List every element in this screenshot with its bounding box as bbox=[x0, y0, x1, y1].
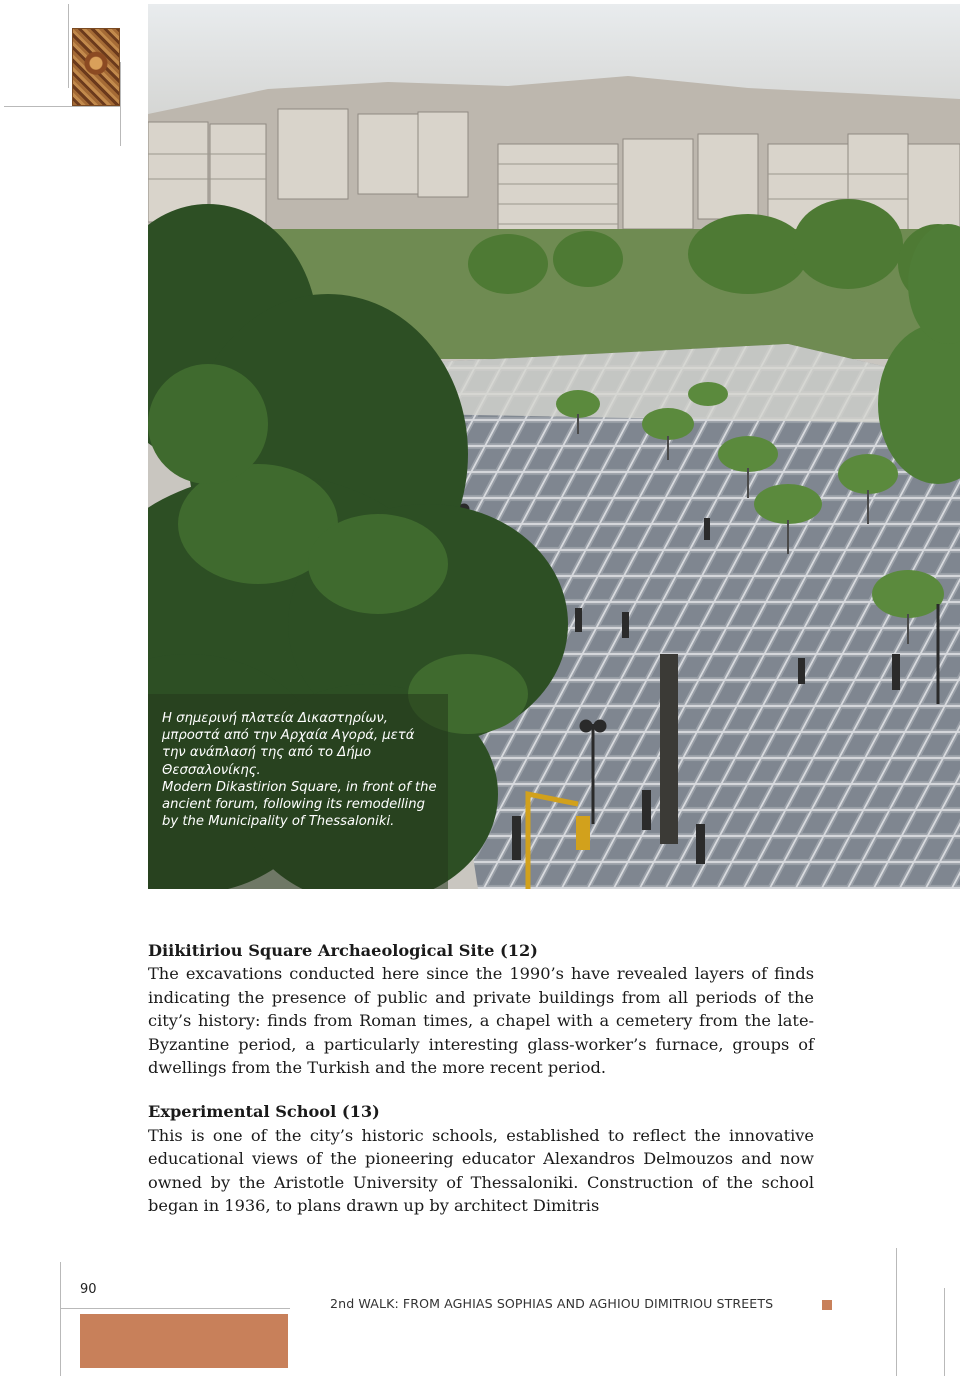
crop-line bbox=[120, 62, 121, 146]
photo-caption-greek: Η σημερινή πλατεία Δικαστηρίων, μπροστά από την Αρχαία Αγορά, μετά την ανάπλασή της από το Δήμο Θεσσαλονίκης. bbox=[162, 711, 415, 778]
section-experimental-school bbox=[148, 1100, 814, 1217]
footer-color-block bbox=[80, 1314, 288, 1368]
section-title: Diikitiriou Square Archaeological Site (12) bbox=[148, 941, 538, 960]
photo-caption-english: Modern Dikastirion Square, in front of the ancient forum, following its remodelling by the Municipality of Thessaloniki. bbox=[162, 779, 437, 830]
crop-line bbox=[60, 1308, 290, 1309]
crop-line bbox=[4, 106, 120, 107]
footer-square-marker bbox=[822, 1300, 832, 1310]
page-number: 90 bbox=[80, 1282, 97, 1297]
section-title: Experimental School (13) bbox=[148, 1102, 380, 1122]
crop-line bbox=[944, 1288, 945, 1376]
photo-caption bbox=[162, 710, 442, 830]
article-content bbox=[148, 939, 814, 1217]
crop-line bbox=[60, 1262, 61, 1376]
square-photo bbox=[148, 4, 960, 889]
crop-line bbox=[68, 4, 69, 88]
section-body: This is one of the city’s historic schools, established to reflect the innovative educational views of the pioneering educator Alexandros Delmouzos and now owned by the Aristotle University of Thessaloniki. Construction of the school began in 1936, to plans drawn up by architect Dimitris bbox=[148, 1125, 814, 1216]
footer-walk-title: 2nd WALK: FROM AGHIAS SOPHIAS AND AGHIOU DIMITRIOU STREETS bbox=[330, 1296, 774, 1311]
ornament-thumbnail bbox=[72, 28, 120, 106]
crop-line bbox=[896, 1248, 897, 1376]
section-body: The excavations conducted here since the 1990’s have revealed layers of finds indicating the presence of public and private buildings from all periods of the city’s history: finds from Roman times, a chapel with a cemetery from the late-Byzantine period, a particularly interesting glass-worker’s furnace, groups of dwellings from the Turkish and the more recent period. bbox=[148, 964, 814, 1078]
section-diikitiriou bbox=[148, 939, 814, 1079]
